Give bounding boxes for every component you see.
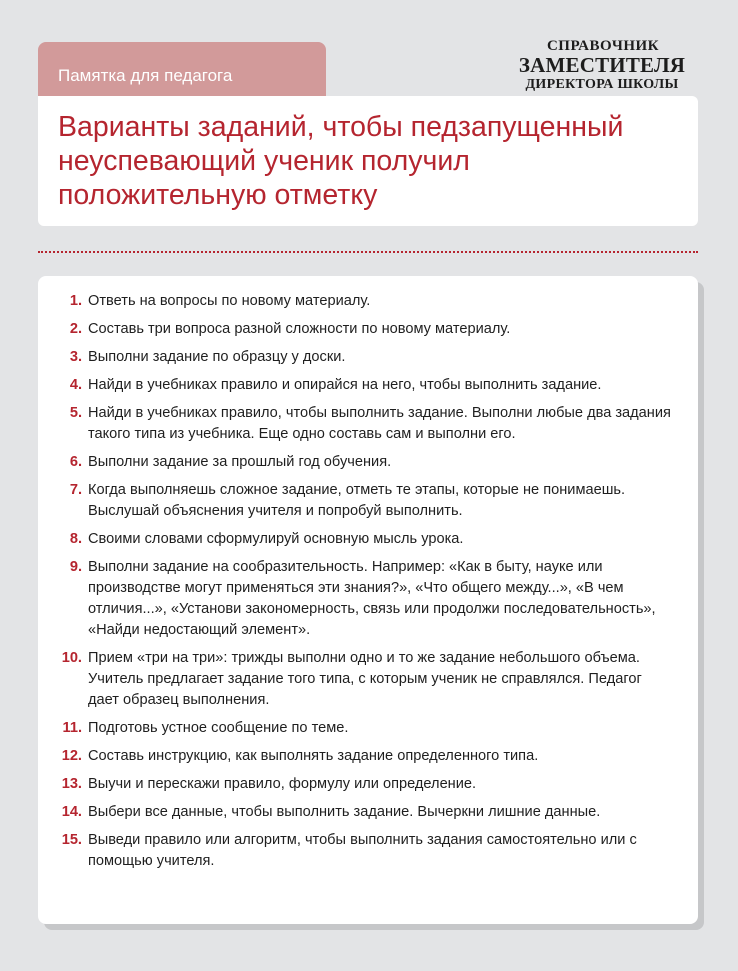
item-text: Выучи и перескажи правило, формулу или определение. (88, 776, 477, 792)
list-item (38, 557, 698, 641)
list-item (38, 718, 698, 739)
item-text: Выбери все данные, чтобы выполнить задание. Вычеркни лишние данные. (88, 804, 601, 820)
item-number: 11. (62, 720, 82, 736)
item-number: 14. (61, 804, 82, 820)
title-card (38, 96, 698, 226)
header-tab (38, 42, 326, 96)
publication-logo (504, 38, 700, 92)
list-item (38, 347, 698, 368)
dotted-separator (38, 251, 698, 253)
logo-line-3: ДИРЕКТОРА ШКОЛЫ (525, 77, 679, 92)
item-text: Прием «три на три»: трижды выполни одно и то же задание небольшого объема. Учитель предлагает задание того типа, с которым ученик не справлялся. Педагог дает образец выполнения. (88, 650, 642, 708)
item-number: 12. (61, 748, 82, 764)
list-item (38, 403, 698, 445)
item-number: 7. (69, 482, 82, 498)
item-text: Своими словами сформулируй основную мысль урока. (88, 531, 464, 547)
item-number: 9. (69, 559, 82, 575)
content-card (38, 276, 698, 924)
list-item (38, 291, 698, 312)
item-text: Когда выполняешь сложное задание, отметь те этапы, которые не понимаешь. Выслушай объяснения учителя и попробуй выполнить. (88, 482, 626, 519)
list-item (38, 802, 698, 823)
list-item (38, 746, 698, 767)
item-text: Выведи правило или алгоритм, чтобы выполнить задания самостоятельно или с помощью учителя. (88, 832, 637, 869)
logo-line-1: СПРАВОЧНИК (546, 38, 660, 54)
task-list (38, 291, 698, 879)
item-number: 13. (61, 776, 82, 792)
item-text: Выполни задание за прошлый год обучения. (88, 454, 392, 470)
item-text: Найди в учебниках правило и опирайся на него, чтобы выполнить задание. (88, 377, 602, 393)
item-number: 5. (69, 405, 82, 421)
item-text: Выполни задание на сообразительность. Например: «Как в быту, науке или производстве могут применяться эти знания?», «Что общего между...», «В чем отличия...», «Установи закономерность, связь или продолжи последовательность», «Найди недостающий элемент». (88, 559, 656, 638)
item-text: Найди в учебниках правило, чтобы выполнить задание. Выполни любые два задания такого типа из учебника. Еще одно составь сам и выполни его. (88, 405, 671, 442)
item-text: Составь три вопроса разной сложности по новому материалу. (88, 321, 511, 337)
item-text: Ответь на вопросы по новому материалу. (88, 293, 371, 309)
list-item (38, 648, 698, 711)
list-item (38, 452, 698, 473)
list-item (38, 774, 698, 795)
item-number: 6. (69, 454, 82, 470)
item-number: 3. (69, 349, 82, 365)
item-text: Выполни задание по образцу у доски. (88, 349, 346, 365)
list-item (38, 529, 698, 550)
item-number: 8. (69, 531, 82, 547)
list-item (38, 480, 698, 522)
list-item (38, 319, 698, 340)
tab-label: Памятка для педагога (58, 66, 233, 85)
item-number: 1. (69, 293, 82, 309)
item-number: 2. (69, 321, 82, 337)
list-item (38, 375, 698, 396)
logo-line-2: ЗАМЕСТИТЕЛЯ (518, 53, 686, 77)
list-item (38, 830, 698, 872)
item-text: Подготовь устное сообщение по теме. (88, 720, 349, 736)
page-title: Варианты заданий, чтобы педзапущенный неуспевающий ученик получил положительную отметку (58, 111, 624, 211)
item-number: 10. (61, 650, 82, 666)
item-text: Составь инструкцию, как выполнять задание определенного типа. (88, 748, 539, 764)
item-number: 4. (69, 377, 82, 393)
item-number: 15. (61, 832, 82, 848)
